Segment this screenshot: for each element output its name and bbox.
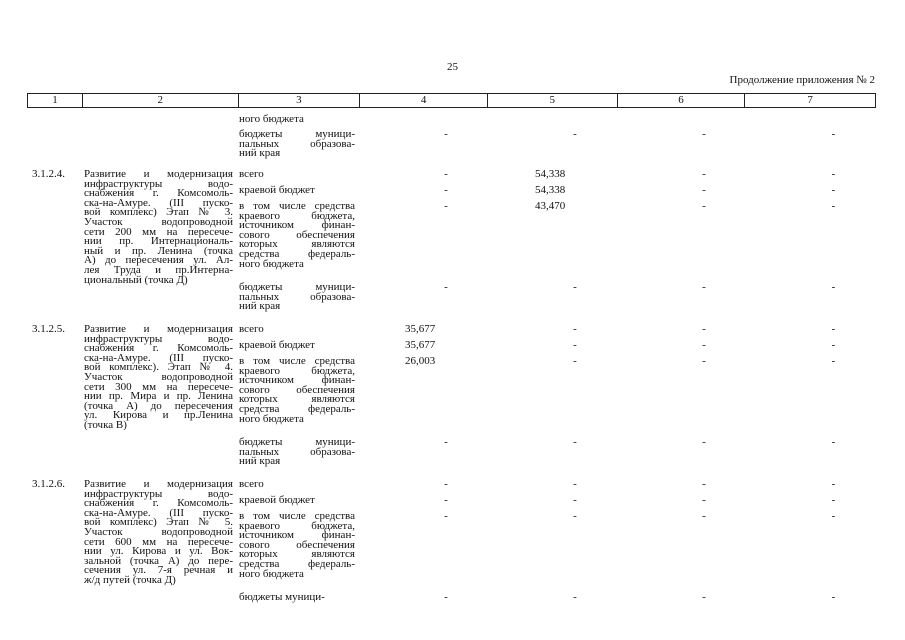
federal-col6: - — [702, 510, 706, 522]
row-name-line: сечения ул. 7-я речная и — [84, 564, 233, 577]
regional-col7: - — [831, 494, 836, 506]
federal-label-line: источником финан- — [239, 529, 355, 542]
column-header-3: 3 — [238, 94, 360, 107]
municipal-col6: - — [702, 436, 706, 448]
regional-col7: - — [831, 184, 836, 196]
federal-col4: 26,003 — [405, 355, 436, 367]
row-name-line: инфраструктуры водо- — [84, 487, 233, 500]
municipal-col7: - — [831, 281, 836, 293]
regional-label: краевой бюджет — [239, 494, 315, 506]
federal-col5: 43,470 — [535, 200, 566, 212]
row-name-line: Развитие и модернизация — [84, 478, 233, 490]
regional-col4: - — [444, 494, 448, 506]
row-name-line: вой комплекс) Этап № 5. — [84, 516, 233, 529]
municipal-label-line: пальных образова- — [239, 137, 355, 150]
row-name-line: (точка В) — [84, 419, 127, 431]
total-col7: - — [831, 478, 836, 490]
row-name-line: циональный (точка Д) — [84, 273, 188, 286]
column-header-2: 2 — [82, 94, 238, 107]
federal-label-line: средства федераль- — [239, 403, 355, 415]
total-col4: 35,677 — [405, 323, 436, 335]
row-name-line: вой комплекс) Этап № 3. — [84, 206, 233, 219]
federal-label-line: в том числе средства — [239, 355, 355, 367]
total-col7: - — [831, 168, 836, 180]
budget-table — [27, 93, 876, 603]
federal-label-line: ного бюджета — [239, 412, 304, 425]
total-label: всего — [239, 323, 264, 335]
row-name-line: А) до пересечения ул. Ал- — [84, 254, 233, 267]
regional-col5: - — [573, 494, 577, 506]
regional-col6: - — [702, 339, 706, 351]
row-code: 3.1.2.6. — [32, 478, 65, 490]
municipal-col6: - — [702, 281, 706, 293]
carry-municipal-col6: - — [702, 128, 706, 140]
row-name-line: (точка А) до пересечения — [84, 399, 233, 412]
total-col5: 54,338 — [535, 168, 566, 180]
row-name-line: Развитие и модернизация — [84, 323, 233, 335]
row-name-line: нии ул. Кирова и ул. Вок- — [84, 545, 233, 558]
total-col7: - — [831, 323, 836, 335]
federal-col7: - — [831, 510, 836, 522]
total-col5: - — [573, 323, 577, 335]
municipal-col5: - — [573, 436, 577, 448]
row-name-line: снабжения г. Комсомоль- — [84, 342, 233, 355]
row-name-line: Участок водопроводной — [84, 216, 233, 228]
row-name-line: зальной (точка А) до пере- — [84, 554, 233, 567]
municipal-col7: - — [831, 591, 836, 603]
regional-label: краевой бюджет — [239, 339, 315, 351]
row-name-line: нии пр. Интернациональ- — [84, 235, 233, 248]
federal-col6: - — [702, 355, 706, 367]
total-col6: - — [702, 323, 706, 335]
total-col5: - — [573, 478, 577, 490]
page-number: 25 — [447, 61, 458, 73]
municipal-label-line: бюджеты муници- — [239, 128, 355, 140]
federal-label-line: источником финан- — [239, 219, 355, 232]
municipal-label-line: бюджеты муници- — [239, 436, 355, 448]
federal-label-line: сового обеспечения — [239, 228, 355, 241]
federal-label-line: в том числе средства — [239, 200, 355, 212]
row-name-line: инфраструктуры водо- — [84, 332, 233, 345]
federal-col7: - — [831, 355, 836, 367]
regional-col5: - — [573, 339, 577, 351]
federal-label-line: в том числе средства — [239, 510, 355, 522]
regional-col7: - — [831, 339, 836, 351]
municipal-label-line: бюджеты муници- — [239, 281, 355, 293]
federal-label-line: средства федераль- — [239, 248, 355, 260]
total-col6: - — [702, 168, 706, 180]
row-name-line: ный и пр. Ленина (точка — [84, 244, 233, 257]
federal-label-line: которых являются — [239, 548, 355, 561]
municipal-label-line: ний края — [239, 455, 281, 468]
total-col4: - — [444, 478, 448, 490]
federal-label-line: которых являются — [239, 238, 355, 251]
municipal-col5: - — [573, 591, 577, 603]
federal-label-line: средства федераль- — [239, 558, 355, 570]
row-name-line: нии пр. Мира и пр. Ленина — [84, 390, 233, 403]
appendix-note: Продолжение приложения № 2 — [729, 74, 875, 86]
carry-municipal-col5: - — [573, 128, 577, 140]
regional-col4: 35,677 — [405, 339, 436, 351]
row-name-line: ул. Кирова и пр.Ленина — [84, 409, 233, 422]
row-name-line: ж/д путей (точка Д) — [84, 574, 176, 586]
row-name-line: Участок водопроводной — [84, 371, 233, 383]
regional-col6: - — [702, 184, 706, 196]
federal-col4: - — [444, 200, 448, 212]
federal-label-line: сового обеспечения — [239, 383, 355, 396]
regional-col4: - — [444, 184, 448, 196]
federal-col6: - — [702, 200, 706, 212]
row-name-line: сети 300 мм на пересече- — [84, 380, 233, 393]
row-name-line: сети 200 мм на пересече- — [84, 225, 233, 238]
row-name-line: снабжения г. Комсомоль- — [84, 187, 233, 200]
regional-label: краевой бюджет — [239, 184, 315, 196]
carry-municipal-col4: - — [444, 128, 448, 140]
total-col6: - — [702, 478, 706, 490]
federal-label-line: которых являются — [239, 393, 355, 406]
column-header-7: 7 — [744, 94, 875, 107]
municipal-col4: - — [444, 591, 448, 603]
row-code: 3.1.2.4. — [32, 168, 65, 180]
federal-col4: - — [444, 510, 448, 522]
row-name-line: снабжения г. Комсомоль- — [84, 497, 233, 510]
row-name-line: ска-на-Амуре. (III пуско- — [84, 351, 233, 364]
municipal-label-line: бюджеты муници- — [239, 591, 325, 603]
row-name-line: Развитие и модернизация — [84, 168, 233, 180]
municipal-col4: - — [444, 281, 448, 293]
total-label: всего — [239, 478, 264, 490]
municipal-col6: - — [702, 591, 706, 603]
column-header-5: 5 — [487, 94, 617, 107]
total-col4: - — [444, 168, 448, 180]
federal-label-line: ного бюджета — [239, 567, 304, 580]
federal-col5: - — [573, 510, 577, 522]
row-name-line: ска-на-Амуре. (III пуско- — [84, 506, 233, 519]
federal-label-line: краевого бюджета, — [239, 364, 355, 377]
federal-col7: - — [831, 200, 836, 212]
column-header-1: 1 — [52, 94, 58, 106]
table-header-row — [27, 93, 876, 108]
row-name-line: ска-на-Амуре. (III пуско- — [84, 196, 233, 209]
federal-label-line: источником финан- — [239, 374, 355, 387]
federal-label-line: ного бюджета — [239, 257, 304, 270]
federal-label-line: сового обеспечения — [239, 538, 355, 551]
federal-label-line: краевого бюджета, — [239, 209, 355, 222]
municipal-label-line: ний края — [239, 300, 281, 313]
regional-col6: - — [702, 494, 706, 506]
carry-municipal-col7: - — [831, 128, 836, 140]
row-name-line: Участок водопроводной — [84, 526, 233, 538]
row-name-line: инфраструктуры водо- — [84, 177, 233, 190]
regional-col5: 54,338 — [535, 184, 566, 196]
row-name-line: лея Труда и пр.Интерна- — [84, 264, 233, 276]
municipal-label-line: пальных образова- — [239, 290, 355, 303]
row-name-line: вой комплекс). Этап № 4. — [84, 361, 233, 374]
column-header-6: 6 — [617, 94, 745, 107]
municipal-col7: - — [831, 436, 836, 448]
municipal-label-line: ний края — [239, 147, 281, 160]
row-name-line: сети 600 мм на пересече- — [84, 535, 233, 548]
column-header-4: 4 — [359, 94, 487, 107]
source-tail: ного бюджета — [239, 113, 304, 125]
municipal-label-line: пальных образова- — [239, 445, 355, 458]
total-label: всего — [239, 168, 264, 180]
federal-col5: - — [573, 355, 577, 367]
federal-label-line: краевого бюджета, — [239, 519, 355, 532]
municipal-col5: - — [573, 281, 577, 293]
municipal-col4: - — [444, 436, 448, 448]
row-code: 3.1.2.5. — [32, 323, 65, 335]
